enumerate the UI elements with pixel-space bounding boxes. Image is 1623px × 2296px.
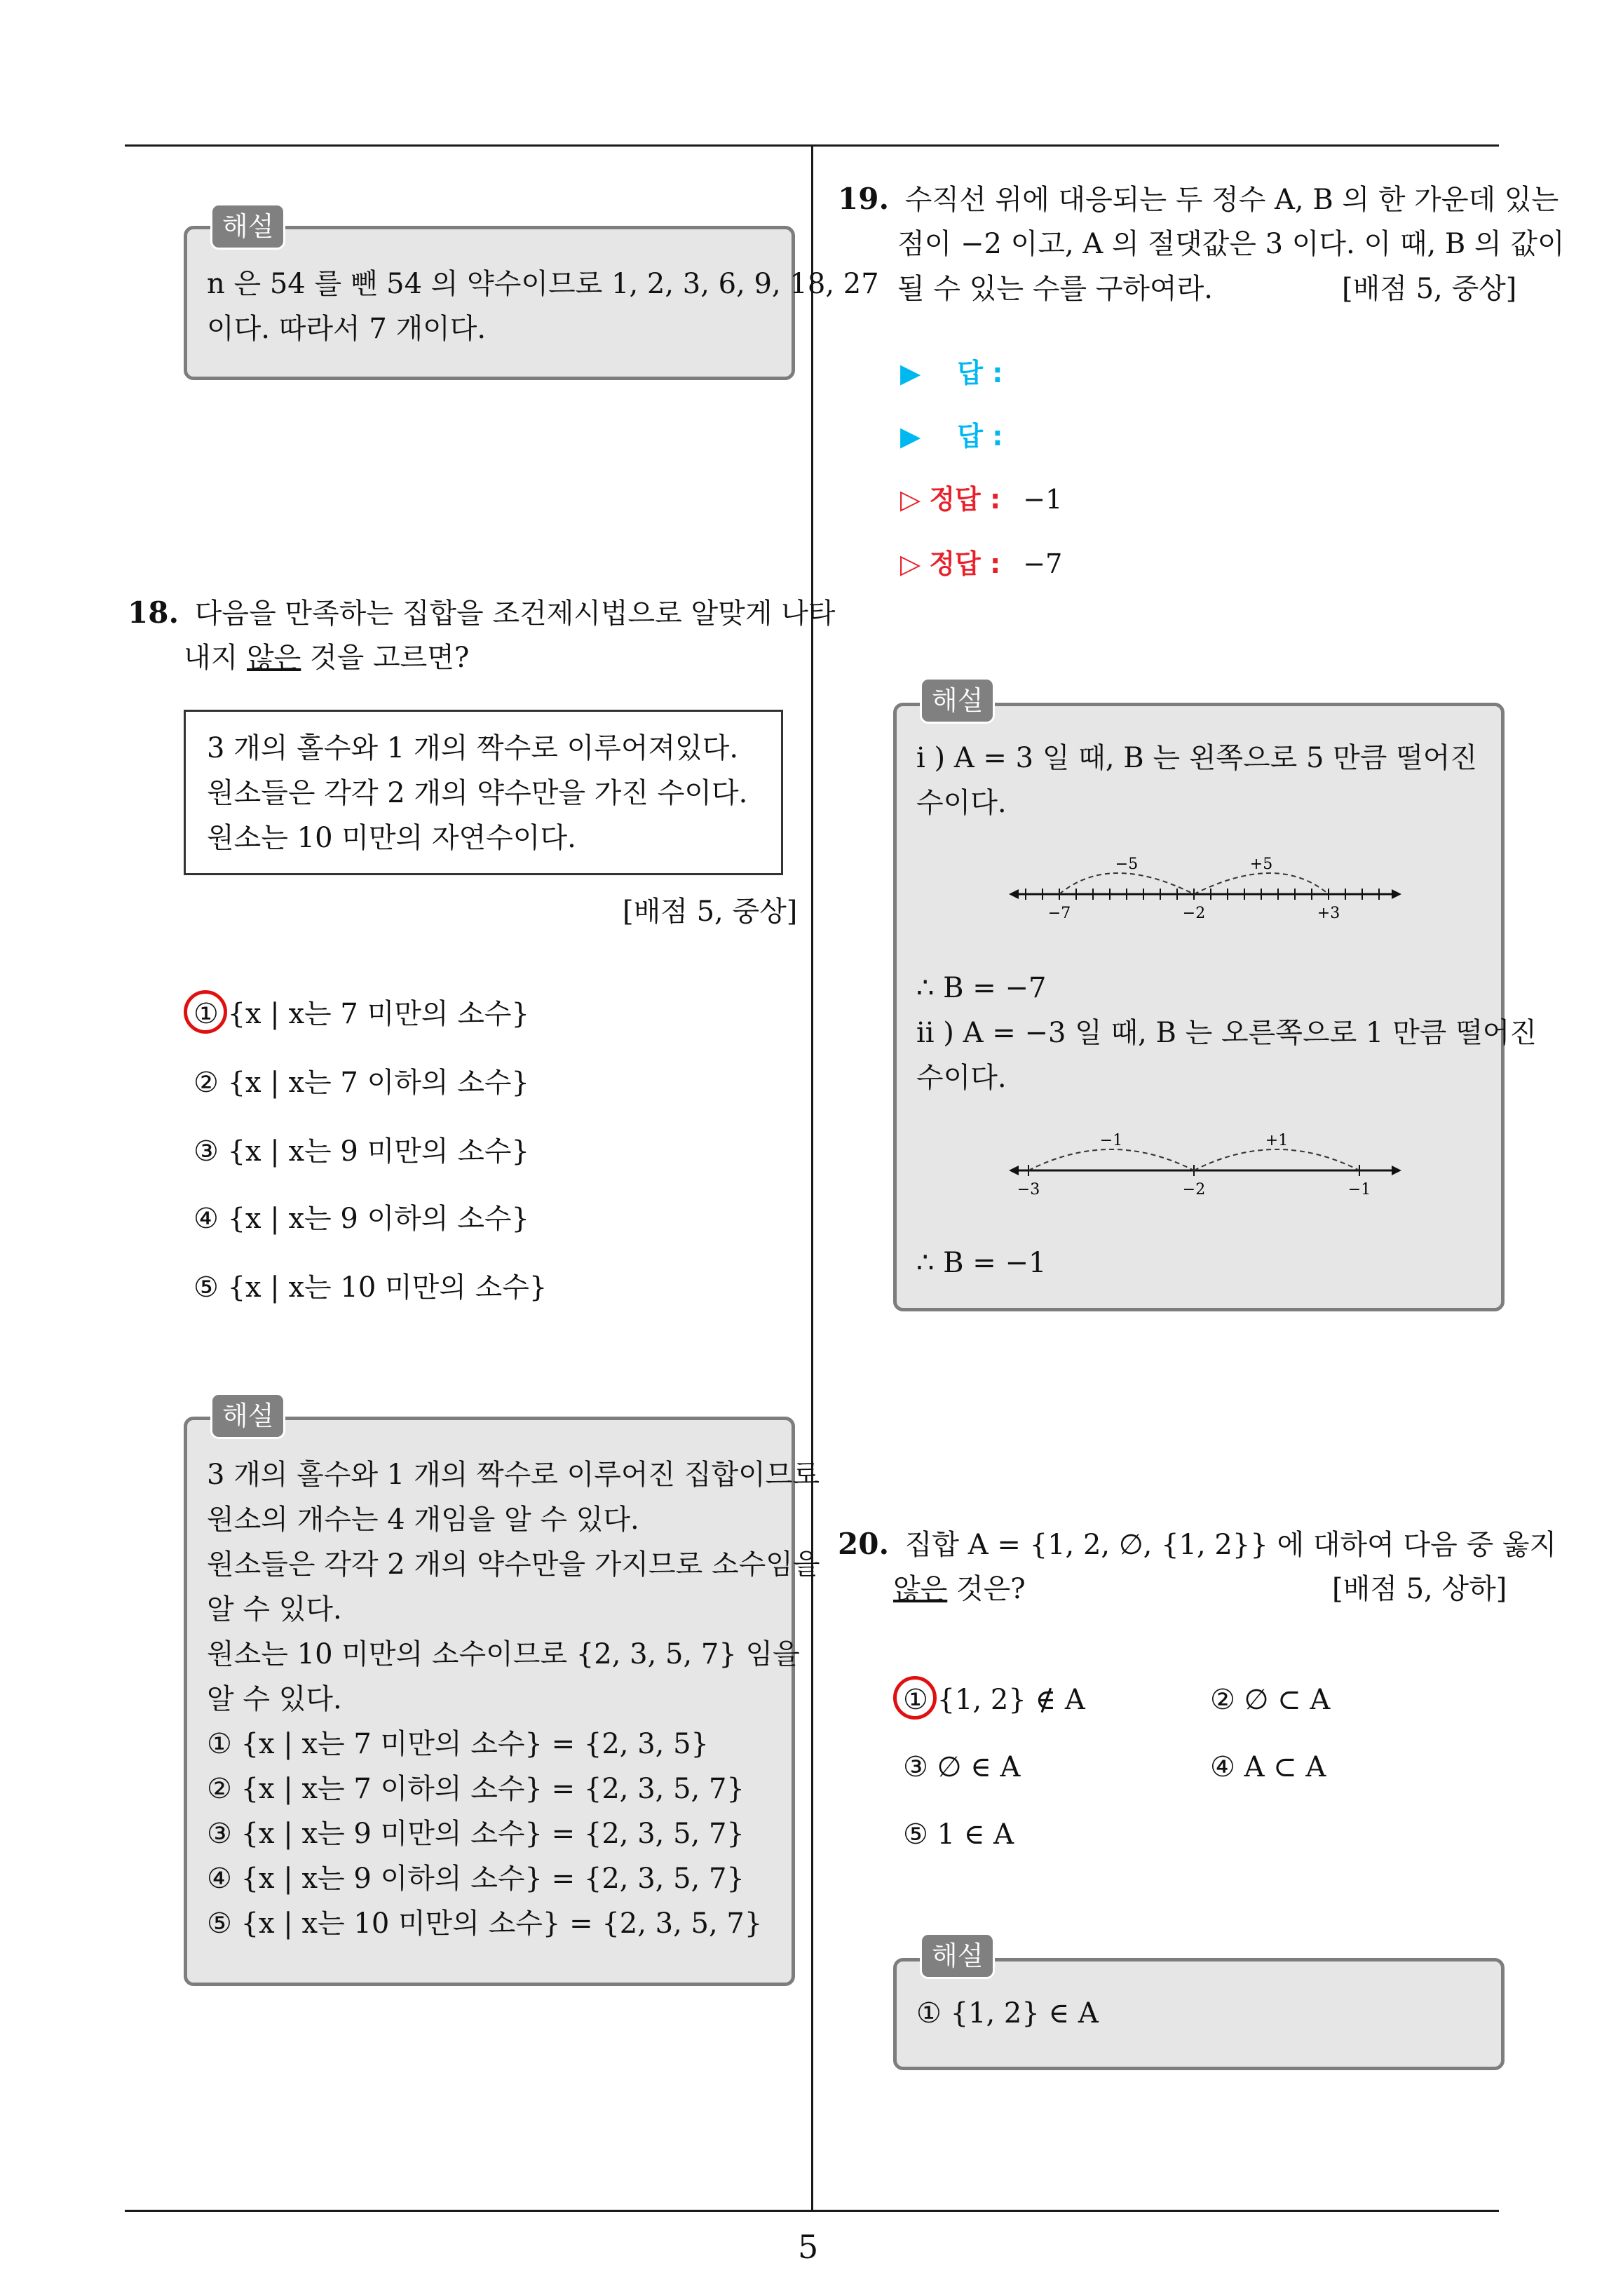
- q19-answer-label-2: 답 :: [957, 421, 1003, 452]
- q19-correct-value-1: −1: [1023, 484, 1063, 515]
- q19-correct-label-2: 정답 :: [929, 548, 1001, 579]
- q19-explain-result-2: ∴ B = −1: [916, 1247, 1047, 1279]
- q18-explain-line-7: ① {x | x는 7 미만의 소수} = {2, 3, 5}: [207, 1728, 709, 1760]
- bottom-rule: [125, 2210, 1499, 2212]
- nl2-tick-label-1: −3: [1017, 1181, 1040, 1198]
- q19-explain-result-1: ∴ B = −7: [916, 972, 1047, 1004]
- q19-explain-tag: 해설: [920, 677, 995, 724]
- q19-explain-case1-line2: 수이다.: [916, 787, 1007, 819]
- q19-question: [838, 177, 1559, 222]
- q20-stem-line-2: 않은 것은?: [893, 1573, 1026, 1605]
- play-arrow-icon: ▶: [900, 358, 921, 389]
- q17-explain-tag: 해설: [210, 203, 285, 250]
- q20-option-2[interactable]: ② ∅ ⊂ A: [1210, 1684, 1331, 1716]
- number-line-2: [1009, 1121, 1401, 1198]
- q20-question: [838, 1522, 1556, 1567]
- q18-explain-line-5: 원소는 10 미만의 소수이므로 {2, 3, 5, 7} 임을: [207, 1638, 800, 1670]
- q19-correct-label-1: 정답 :: [929, 484, 1001, 515]
- q19-stem-line-2: 점이 −2 이고, A 의 절댓값은 3 이다. 이 때, B 의 값이: [897, 228, 1565, 260]
- q18-underline-not: 않은: [247, 642, 301, 674]
- q20-underline-not: 않은: [893, 1573, 948, 1605]
- nl1-tick-label-3: +3: [1317, 905, 1340, 922]
- q18-explain-line-4: 알 수 있다.: [207, 1593, 342, 1626]
- q18-explain-line-3: 원소들은 각각 2 개의 약수만을 가지므로 소수임을: [207, 1548, 820, 1581]
- q19-number: 19.: [838, 182, 890, 216]
- q18-option-1[interactable]: ① {x | x는 7 미만의 소수}: [193, 998, 529, 1030]
- column-divider: [811, 144, 813, 2211]
- q20-option-4[interactable]: ④ A ⊂ A: [1210, 1751, 1326, 1783]
- q18-stem-line-2: 내지 않은 것을 고르면?: [184, 642, 470, 674]
- q17-explain-line-2: 이다. 따라서 7 개이다.: [207, 313, 487, 345]
- q18-explain-tag: 해설: [210, 1393, 285, 1439]
- q18-explain-line-2: 원소의 개수는 4 개임을 알 수 있다.: [207, 1504, 639, 1536]
- q18-condition-3: 원소는 10 미만의 자연수이다.: [207, 822, 576, 854]
- q18-explain-line-1: 3 개의 홀수와 1 개의 짝수로 이루어진 집합이므로: [207, 1459, 820, 1491]
- q18-explain-line-10: ④ {x | x는 9 이하의 소수} = {2, 3, 5, 7}: [207, 1863, 745, 1895]
- nl1-arc-left-label: −5: [1115, 856, 1139, 873]
- q19-explain-case2-line1: ii ) A = −3 일 때, B 는 오른쪽으로 1 만큼 떨어진: [916, 1017, 1537, 1049]
- page-number: 5: [798, 2228, 819, 2266]
- q18-conditions-box: [184, 710, 783, 875]
- q19-correct-row-1: [900, 478, 1062, 520]
- q20-explain-tag: 해설: [920, 1933, 995, 1979]
- q18-option-4[interactable]: ④ {x | x는 9 이하의 소수}: [193, 1203, 529, 1235]
- nl2-arc-left-label: −1: [1099, 1132, 1123, 1149]
- q20-score: [배점 5, 상하]: [1332, 1573, 1507, 1605]
- q20-option-5[interactable]: ⑤ 1 ∈ A: [903, 1818, 1014, 1851]
- q18-question: [128, 590, 835, 636]
- q19-stem-line-1: 수직선 위에 대응되는 두 정수 A, B 의 한 가운데 있는: [904, 184, 1559, 216]
- outline-arrow-icon: ▷: [900, 548, 921, 579]
- q18-option-5[interactable]: ⑤ {x | x는 10 미만의 소수}: [193, 1271, 548, 1304]
- q17-explain-line-1: n 은 54 를 뺀 54 의 약수이므로 1, 2, 3, 6, 9, 18, 27: [207, 268, 879, 300]
- q18-stem-line-1: 다음을 만족하는 집합을 조건제시법으로 알맞게 나타: [194, 597, 836, 630]
- q18-score: [배점 5, 중상]: [623, 896, 798, 928]
- q19-correct-row-2: [900, 543, 1062, 585]
- q19-answer-row-1: [900, 352, 1003, 394]
- q20-stem-line-1: 집합 A = {1, 2, ∅, {1, 2}} 에 대하여 다음 중 옳지: [904, 1529, 1557, 1561]
- q18-explain-line-6: 알 수 있다.: [207, 1683, 342, 1715]
- q18-explain-line-9: ③ {x | x는 9 미만의 소수} = {2, 3, 5, 7}: [207, 1818, 745, 1850]
- q19-explain-case2-line2: 수이다.: [916, 1062, 1007, 1094]
- nl1-tick-label-2: −2: [1182, 905, 1206, 922]
- q19-stem-line-3: 될 수 있는 수를 구하여라.: [897, 273, 1213, 305]
- q18-condition-2: 원소들은 각각 2 개의 약수만을 가진 수이다.: [207, 777, 748, 809]
- nl2-tick-label-3: −1: [1347, 1181, 1371, 1198]
- q19-explanation-box: [893, 703, 1537, 1311]
- q18-explain-line-11: ⑤ {x | x는 10 미만의 소수} = {2, 3, 5, 7}: [207, 1907, 763, 1940]
- nl1-arc-right-label: +5: [1249, 856, 1273, 873]
- play-arrow-icon: ▶: [900, 421, 921, 452]
- q18-explain-line-8: ② {x | x는 7 이하의 소수} = {2, 3, 5, 7}: [207, 1773, 745, 1805]
- q18-option-2[interactable]: ② {x | x는 7 이하의 소수}: [193, 1067, 529, 1099]
- nl2-arc-right-label: +1: [1265, 1132, 1289, 1149]
- q18-explanation-box: [184, 1417, 820, 1986]
- q20-explain-line: ① {1, 2} ∈ A: [916, 1997, 1099, 2030]
- q20-number: 20.: [838, 1527, 890, 1561]
- q20-option-3[interactable]: ③ ∅ ∈ A: [903, 1751, 1021, 1783]
- nl1-tick-label-1: −7: [1047, 905, 1071, 922]
- outline-arrow-icon: ▷: [900, 484, 921, 515]
- q19-correct-value-2: −7: [1023, 548, 1063, 579]
- nl2-tick-label-2: −2: [1182, 1181, 1206, 1198]
- q19-answer-label-1: 답 :: [957, 358, 1003, 389]
- q18-option-3[interactable]: ③ {x | x는 9 미만의 소수}: [193, 1135, 529, 1168]
- q18-number: 18.: [128, 595, 179, 630]
- q20-option-1[interactable]: ① {1, 2} ∉ A: [903, 1684, 1085, 1716]
- q19-score: [배점 5, 중상]: [1342, 273, 1517, 305]
- q19-explain-case1-line1: i ) A = 3 일 때, B 는 왼쪽으로 5 만큼 떨어진: [916, 742, 1478, 774]
- q19-answer-row-2: [900, 415, 1003, 457]
- q18-condition-1: 3 개의 홀수와 1 개의 짝수로 이루어져있다.: [207, 732, 739, 764]
- number-line-1: [1009, 845, 1401, 922]
